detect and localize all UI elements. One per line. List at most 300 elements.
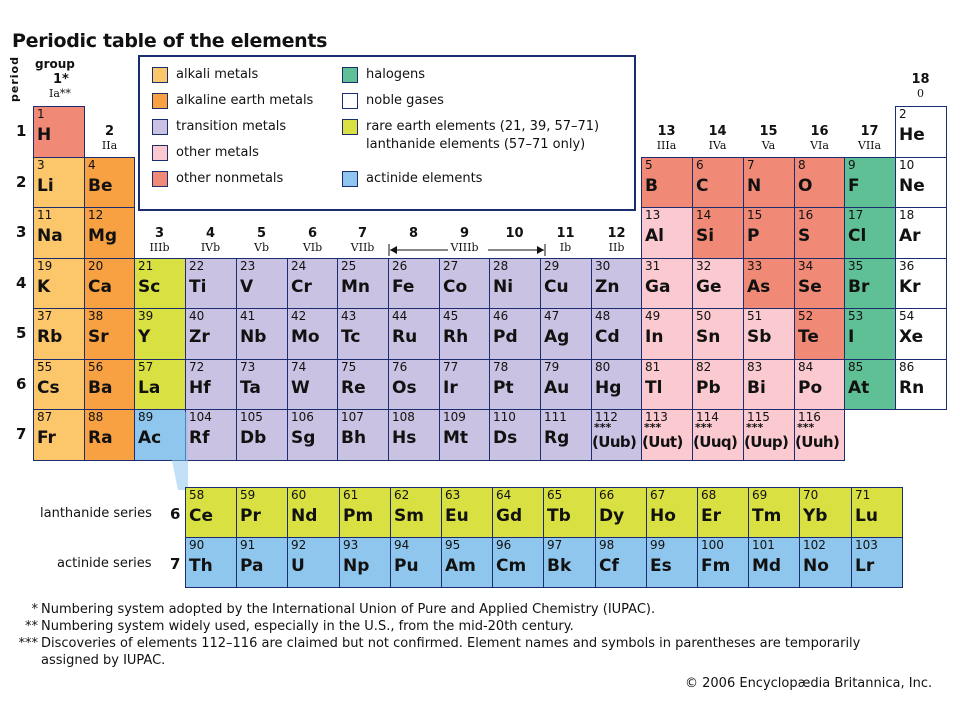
element-cell-pt: [489, 359, 541, 410]
element-cell-ti: [185, 258, 237, 309]
atomic-number: 47: [544, 309, 560, 323]
element-cell-lu: [851, 487, 903, 538]
group-number: 18: [911, 72, 930, 87]
element-symbol: Cl: [848, 226, 867, 246]
atomic-number: 59: [240, 488, 256, 502]
element-cell-md: [748, 537, 800, 588]
footnote-1: [0, 602, 655, 617]
element-cell-rn: [895, 359, 947, 410]
atomic-number: 97: [547, 538, 563, 552]
element-symbol: Nd: [291, 506, 318, 526]
legend-label-rare-earth-sub: lanthanide elements (57–71 only): [366, 137, 586, 152]
unconfirmed-mark: ***: [594, 421, 612, 434]
group-number: 7: [357, 226, 368, 241]
atomic-number: 88: [88, 410, 104, 424]
atomic-number: 95: [445, 538, 461, 552]
element-cell-tb: [543, 487, 596, 538]
atomic-number: 24: [291, 259, 307, 273]
atomic-number: 86: [899, 360, 915, 374]
element-cell-ho: [646, 487, 698, 538]
legend-label-alkaline: alkaline earth metals: [176, 93, 314, 108]
atomic-number: 8: [798, 158, 806, 172]
group-roman-number: VIIIb: [450, 241, 479, 254]
element-cell-zn: [591, 258, 642, 309]
atomic-number: 62: [394, 488, 410, 502]
element-symbol: Cf: [599, 556, 619, 576]
element-symbol: Hg: [595, 378, 622, 398]
atomic-number: 15: [747, 208, 763, 222]
atomic-number: 26: [392, 259, 408, 273]
element-symbol: He: [899, 125, 925, 145]
group-roman-number: IIIa: [656, 139, 677, 152]
element-cell-sc: [134, 258, 186, 309]
element-symbol: La: [138, 378, 161, 398]
group-header-8: [388, 226, 439, 241]
atomic-number: 90: [189, 538, 205, 552]
element-symbol: Lr: [855, 556, 875, 576]
element-symbol: Cu: [544, 277, 569, 297]
element-symbol: In: [645, 327, 664, 347]
element-symbol: Sg: [291, 428, 316, 448]
element-symbol: C: [696, 176, 709, 196]
element-symbol: Al: [645, 226, 664, 246]
group-number: 10: [505, 226, 524, 241]
element-cell-sb: [743, 308, 795, 360]
atomic-number: 33: [747, 259, 763, 273]
atomic-number: 34: [798, 259, 814, 273]
unconfirmed-mark: ***: [644, 421, 662, 434]
element-symbol: Ba: [88, 378, 113, 398]
element-symbol: Ag: [544, 327, 570, 347]
atomic-number: 27: [443, 259, 459, 273]
atomic-number: 70: [803, 488, 819, 502]
atomic-number: 96: [496, 538, 512, 552]
element-cell-fe: [388, 258, 440, 309]
element-cell-ir: [439, 359, 490, 410]
atomic-number: 103: [855, 538, 878, 552]
legend-label-rare-earth: rare earth elements (21, 39, 57–71): [366, 119, 600, 134]
group-roman-number: 0: [917, 87, 924, 100]
element-symbol: Th: [189, 556, 213, 576]
period-number-5: 5: [16, 324, 27, 342]
group-header-16: [794, 124, 845, 152]
element-symbol: Ge: [696, 277, 722, 297]
element-symbol: Re: [341, 378, 366, 398]
element-cell-br: [844, 258, 896, 309]
element-cell-rb: [33, 308, 85, 360]
legend-swatch-nonmetal: [152, 171, 168, 187]
element-symbol: W: [291, 378, 310, 398]
element-symbol: Sm: [394, 506, 424, 526]
element-symbol: Hs: [392, 428, 417, 448]
element-cell-uut: [641, 409, 693, 461]
footnote-4: [0, 653, 165, 668]
element-cell-sr: [84, 308, 135, 360]
element-cell-th: [185, 537, 237, 588]
element-cell-au: [540, 359, 592, 410]
atomic-number: 102: [803, 538, 826, 552]
group-roman-number: IIb: [608, 241, 625, 254]
element-symbol: Ac: [138, 428, 162, 448]
group-header-13: [641, 124, 692, 152]
group-roman-number: Ib: [559, 241, 572, 254]
period-axis-label: period: [8, 56, 21, 102]
element-cell-na: [33, 207, 85, 259]
atomic-number: 53: [848, 309, 864, 323]
element-symbol: P: [747, 226, 760, 246]
atomic-number: 66: [599, 488, 615, 502]
legend-label-alkali: alkali metals: [176, 67, 259, 82]
group-roman-number: IVb: [200, 241, 221, 254]
atomic-number: 40: [189, 309, 205, 323]
element-symbol: Ds: [493, 428, 518, 448]
atomic-number: 20: [88, 259, 104, 273]
group-axis-label: group: [35, 57, 75, 71]
atomic-number: 67: [650, 488, 666, 502]
element-cell-lr: [851, 537, 903, 588]
group-roman-number: IVa: [708, 139, 727, 152]
actinide-series-label: actinide series: [57, 556, 152, 571]
atomic-number: 104: [189, 410, 212, 424]
atomic-number: 21: [138, 259, 154, 273]
lanthanide-period-number: 6: [170, 505, 181, 523]
element-symbol: Bh: [341, 428, 367, 448]
footnote-text: Numbering system adopted by the International Union of Pure and Applied Chemistry (IUPAC).: [41, 602, 656, 617]
element-cell-bk: [543, 537, 596, 588]
element-symbol: Pb: [696, 378, 721, 398]
legend-label-other-metal: other metals: [176, 145, 259, 160]
element-symbol: Pr: [240, 506, 261, 526]
element-cell-uuq: [692, 409, 744, 461]
group-header-5: [236, 226, 287, 254]
element-symbol: Rn: [899, 378, 925, 398]
atomic-number: 115: [747, 410, 770, 424]
atomic-number: 71: [855, 488, 871, 502]
atomic-number: 5: [645, 158, 653, 172]
element-cell-f: [844, 157, 896, 208]
element-cell-pd: [489, 308, 541, 360]
element-cell-cm: [492, 537, 544, 588]
element-symbol: Co: [443, 277, 468, 297]
atomic-number: 74: [291, 360, 307, 374]
element-symbol: (Uup): [744, 433, 789, 451]
element-symbol: Rh: [443, 327, 469, 347]
element-cell-po: [794, 359, 845, 410]
element-cell-pr: [236, 487, 288, 538]
group-number: 14: [708, 124, 727, 139]
element-cell-cl: [844, 207, 896, 259]
atomic-number: 65: [547, 488, 563, 502]
period-number-7: 7: [16, 425, 27, 443]
legend-label-transition: transition metals: [176, 119, 287, 134]
element-cell-h: [33, 106, 85, 158]
element-symbol: Cd: [595, 327, 620, 347]
group-header-1: [33, 72, 84, 100]
element-symbol: (Uub): [592, 433, 637, 451]
element-symbol: Ca: [88, 277, 112, 297]
element-cell-mg: [84, 207, 135, 259]
period-number-6: 6: [16, 375, 27, 393]
element-cell-sg: [287, 409, 338, 461]
atomic-number: 41: [240, 309, 256, 323]
atomic-number: 54: [899, 309, 915, 323]
footnote-mark: **: [25, 619, 38, 634]
group-roman-number: VIb: [302, 241, 323, 254]
element-cell-zr: [185, 308, 237, 360]
element-symbol: Na: [37, 226, 63, 246]
element-symbol: Ti: [189, 277, 207, 297]
period-number-2: 2: [16, 173, 27, 191]
legend-swatch-alkaline: [152, 93, 168, 109]
element-symbol: Zr: [189, 327, 210, 347]
element-symbol: Ta: [240, 378, 261, 398]
element-cell-er: [697, 487, 749, 538]
element-cell-mo: [287, 308, 338, 360]
element-cell-fm: [697, 537, 749, 588]
atomic-number: 100: [701, 538, 724, 552]
element-symbol: Po: [798, 378, 823, 398]
group-number: 16: [810, 124, 829, 139]
actinide-period-number: 7: [170, 555, 181, 573]
element-symbol: Sr: [88, 327, 109, 347]
atomic-number: 98: [599, 538, 615, 552]
element-symbol: (Uuh): [795, 433, 840, 451]
atomic-number: 109: [443, 410, 466, 424]
element-cell-bi: [743, 359, 795, 410]
element-cell-v: [236, 258, 288, 309]
element-cell-s: [794, 207, 845, 259]
atomic-number: 83: [747, 360, 763, 374]
legend-panel: [138, 55, 636, 211]
element-symbol: Fr: [37, 428, 56, 448]
element-symbol: Fm: [701, 556, 731, 576]
atomic-number: 85: [848, 360, 864, 374]
atomic-number: 4: [88, 158, 96, 172]
element-symbol: Es: [650, 556, 672, 576]
group-roman-number: IIIb: [149, 241, 170, 254]
element-cell-p: [743, 207, 795, 259]
element-cell-re: [337, 359, 389, 410]
group-roman-number: VIIb: [350, 241, 375, 254]
group-number: 12: [607, 226, 626, 241]
atomic-number: 110: [493, 410, 516, 424]
element-cell-dy: [595, 487, 647, 538]
element-cell-ce: [185, 487, 237, 538]
element-cell-te: [794, 308, 845, 360]
element-symbol: Ru: [392, 327, 418, 347]
element-symbol: Ar: [899, 226, 921, 246]
element-symbol: No: [803, 556, 829, 576]
element-cell-al: [641, 207, 693, 259]
legend-swatch-actinide: [342, 171, 358, 187]
group-header-4: [185, 226, 236, 254]
atomic-number: 11: [37, 208, 53, 222]
group-header-2: [84, 124, 135, 152]
element-cell-os: [388, 359, 440, 410]
element-symbol: Dy: [599, 506, 625, 526]
element-cell-se: [794, 258, 845, 309]
element-cell-pm: [339, 487, 391, 538]
viii-bracket-arrow: [388, 243, 548, 257]
element-symbol: Sn: [696, 327, 721, 347]
atomic-number: 46: [493, 309, 509, 323]
atomic-number: 13: [645, 208, 661, 222]
atomic-number: 22: [189, 259, 205, 273]
element-symbol: U: [291, 556, 305, 576]
atomic-number: 51: [747, 309, 763, 323]
element-cell-uuh: [794, 409, 845, 461]
atomic-number: 19: [37, 259, 53, 273]
element-symbol: At: [848, 378, 870, 398]
element-symbol: Pm: [343, 506, 374, 526]
atomic-number: 82: [696, 360, 712, 374]
atomic-number: 10: [899, 158, 915, 172]
element-symbol: Sb: [747, 327, 772, 347]
element-cell-sn: [692, 308, 744, 360]
period-number-3: 3: [16, 223, 27, 241]
group-roman-number: Ia**: [49, 87, 71, 100]
element-symbol: Mg: [88, 226, 118, 246]
atomic-number: 113: [645, 410, 668, 424]
element-symbol: Tm: [752, 506, 782, 526]
element-cell-cu: [540, 258, 592, 309]
footnote-mark: *: [31, 602, 38, 617]
group-roman-number: Va: [761, 139, 776, 152]
atomic-number: 112: [595, 410, 618, 424]
copyright-notice: © 2006 Encyclopædia Britannica, Inc.: [685, 676, 933, 691]
group-number: 17: [860, 124, 879, 139]
element-cell-y: [134, 308, 186, 360]
group-number: 11: [556, 226, 575, 241]
element-symbol: (Uuq): [693, 433, 738, 451]
atomic-number: 45: [443, 309, 459, 323]
atomic-number: 94: [394, 538, 410, 552]
atomic-number: 73: [240, 360, 256, 374]
atomic-number: 12: [88, 208, 104, 222]
element-cell-be: [84, 157, 135, 208]
period-number-4: 4: [16, 274, 27, 292]
atomic-number: 60: [291, 488, 307, 502]
element-symbol: Pd: [493, 327, 518, 347]
group-number: 8: [408, 226, 419, 241]
atomic-number: 36: [899, 259, 915, 273]
group-header-7: [337, 226, 388, 254]
atomic-number: 80: [595, 360, 611, 374]
group-number: 6: [307, 226, 318, 241]
atomic-number: 50: [696, 309, 712, 323]
element-symbol: Mn: [341, 277, 371, 297]
element-cell-pu: [390, 537, 442, 588]
element-cell-rg: [540, 409, 592, 461]
lanthanide-series-label: lanthanide series: [40, 506, 152, 521]
legend-label-halogen: halogens: [366, 67, 426, 82]
atomic-number: 14: [696, 208, 712, 222]
element-symbol: Pa: [240, 556, 264, 576]
element-symbol: B: [645, 176, 658, 196]
atomic-number: 91: [240, 538, 256, 552]
atomic-number: 55: [37, 360, 53, 374]
group-header-15: [743, 124, 794, 152]
element-cell-n: [743, 157, 795, 208]
element-cell-sm: [390, 487, 442, 538]
element-symbol: Db: [240, 428, 267, 448]
element-cell-fr: [33, 409, 85, 461]
atomic-number: 44: [392, 309, 408, 323]
atomic-number: 64: [496, 488, 512, 502]
element-cell-cr: [287, 258, 338, 309]
element-symbol: Ir: [443, 378, 458, 398]
legend-swatch-noble: [342, 93, 358, 109]
atomic-number: 17: [848, 208, 864, 222]
atomic-number: 106: [291, 410, 314, 424]
group-roman-number: VIa: [810, 139, 829, 152]
element-symbol: Au: [544, 378, 570, 398]
atomic-number: 31: [645, 259, 661, 273]
element-cell-b: [641, 157, 693, 208]
atomic-number: 114: [696, 410, 719, 424]
legend-swatch-transition: [152, 119, 168, 135]
element-cell-cd: [591, 308, 642, 360]
element-cell-eu: [441, 487, 493, 538]
element-symbol: Te: [798, 327, 819, 347]
atomic-number: 2: [899, 107, 907, 121]
page-title: Periodic table of the elements: [12, 30, 328, 52]
element-symbol: Be: [88, 176, 113, 196]
atomic-number: 61: [343, 488, 359, 502]
element-symbol: Zn: [595, 277, 620, 297]
element-symbol: Mt: [443, 428, 469, 448]
group-header-18: [895, 72, 946, 100]
element-symbol: Ga: [645, 277, 671, 297]
atomic-number: 9: [848, 158, 856, 172]
element-cell-li: [33, 157, 85, 208]
element-symbol: Os: [392, 378, 417, 398]
element-cell-co: [439, 258, 490, 309]
element-symbol: Li: [37, 176, 54, 196]
atomic-number: 108: [392, 410, 415, 424]
element-cell-db: [236, 409, 288, 461]
element-symbol: (Uut): [642, 433, 683, 451]
element-symbol: Br: [848, 277, 870, 297]
element-symbol: Hf: [189, 378, 211, 398]
element-cell-gd: [492, 487, 544, 538]
atomic-number: 7: [747, 158, 755, 172]
element-cell-ni: [489, 258, 541, 309]
group-number: 15: [759, 124, 778, 139]
group-header-6: [287, 226, 338, 254]
element-cell-o: [794, 157, 845, 208]
element-symbol: I: [848, 327, 855, 347]
element-cell-ar: [895, 207, 947, 259]
atomic-number: 35: [848, 259, 864, 273]
element-cell-ta: [236, 359, 288, 410]
atomic-number: 16: [798, 208, 814, 222]
element-symbol: Y: [138, 327, 151, 347]
atomic-number: 58: [189, 488, 205, 502]
element-cell-nd: [287, 487, 340, 538]
element-symbol: Sc: [138, 277, 161, 297]
element-cell-hf: [185, 359, 237, 410]
atomic-number: 72: [189, 360, 205, 374]
group-header-3: [134, 226, 185, 254]
element-cell-np: [339, 537, 391, 588]
group-header-10: [489, 226, 540, 241]
atomic-number: 75: [341, 360, 357, 374]
element-symbol: Pt: [493, 378, 514, 398]
element-symbol: Cr: [291, 277, 312, 297]
element-symbol: Ra: [88, 428, 113, 448]
atomic-number: 32: [696, 259, 712, 273]
